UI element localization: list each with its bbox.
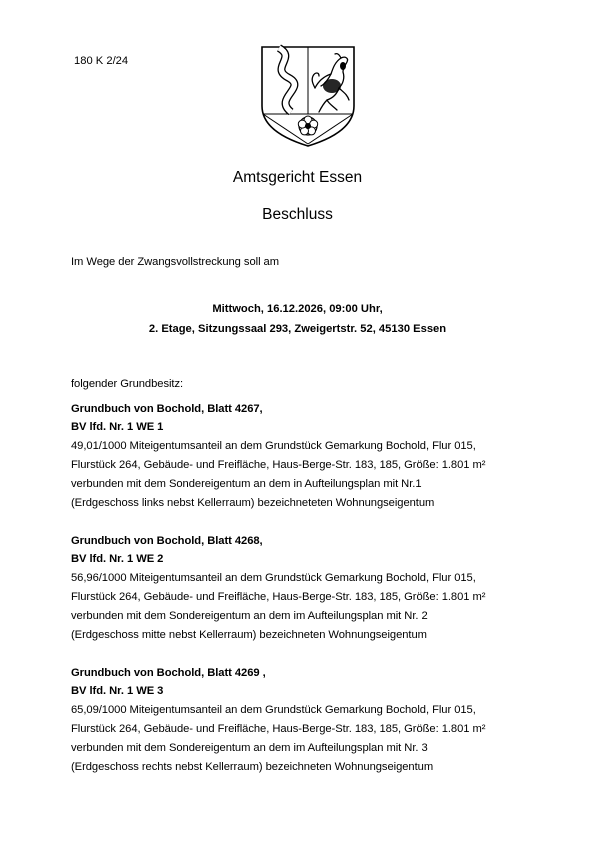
property-line: Flurstück 264, Gebäude- und Freifläche, Haus-Berge-Str. 183, 185, Größe: 1.801 m² (71, 591, 486, 603)
property-line: 49,01/1000 Miteigentumsanteil an dem Grundstück Gemarkung Bochold, Flur 015, (71, 440, 476, 452)
property-line: 56,96/1000 Miteigentumsanteil an dem Grundstück Gemarkung Bochold, Flur 015, (71, 572, 476, 584)
property-line: Flurstück 264, Gebäude- und Freifläche, Haus-Berge-Str. 183, 185, Größe: 1.801 m² (71, 459, 486, 471)
property-unit: BV lfd. Nr. 1 WE 2 (71, 553, 164, 565)
coat-of-arms-emblem (259, 44, 357, 148)
property-line: 65,09/1000 Miteigentumsanteil an dem Grundstück Gemarkung Bochold, Flur 015, (71, 704, 476, 716)
property-intro: folgender Grundbesitz: (71, 378, 184, 390)
property-line: verbunden mit dem Sondereigentum an dem in Aufteilungsplan mit Nr.1 (71, 478, 422, 490)
document-title: Beschluss (262, 206, 333, 223)
property-register: Grundbuch von Bochold, Blatt 4267, (71, 403, 263, 415)
file-number: 180 K 2/24 (74, 55, 129, 67)
intro-text: Im Wege der Zwangsvollstreckung soll am (71, 256, 280, 268)
property-line: (Erdgeschoss links nebst Kellerraum) bezeichneteten Wohnungseigentum (71, 497, 435, 509)
property-line: verbunden mit dem Sondereigentum an dem im Aufteilungsplan mit Nr. 2 (71, 610, 428, 622)
property-line: verbunden mit dem Sondereigentum an dem im Aufteilungsplan mit Nr. 3 (71, 742, 428, 754)
appointment-location: 2. Etage, Sitzungssaal 293, Zweigertstr. 52, 45130 Essen (148, 323, 447, 335)
appointment-date: Mittwoch, 16.12.2026, 09:00 Uhr, (212, 303, 383, 315)
property-line: (Erdgeschoss rechts nebst Kellerraum) bezeichneten Wohnungseigentum (71, 761, 434, 773)
property-register: Grundbuch von Bochold, Blatt 4268, (71, 535, 263, 547)
property-line: Flurstück 264, Gebäude- und Freifläche, Haus-Berge-Str. 183, 185, Größe: 1.801 m² (71, 723, 486, 735)
property-unit: BV lfd. Nr. 1 WE 3 (71, 685, 164, 697)
court-name: Amtsgericht Essen (232, 169, 363, 186)
property-line: (Erdgeschoss mitte nebst Kellerraum) bezeichneten Wohnungseigentum (71, 629, 427, 641)
property-unit: BV lfd. Nr. 1 WE 1 (71, 421, 164, 433)
property-register: Grundbuch von Bochold, Blatt 4269 , (71, 667, 266, 679)
